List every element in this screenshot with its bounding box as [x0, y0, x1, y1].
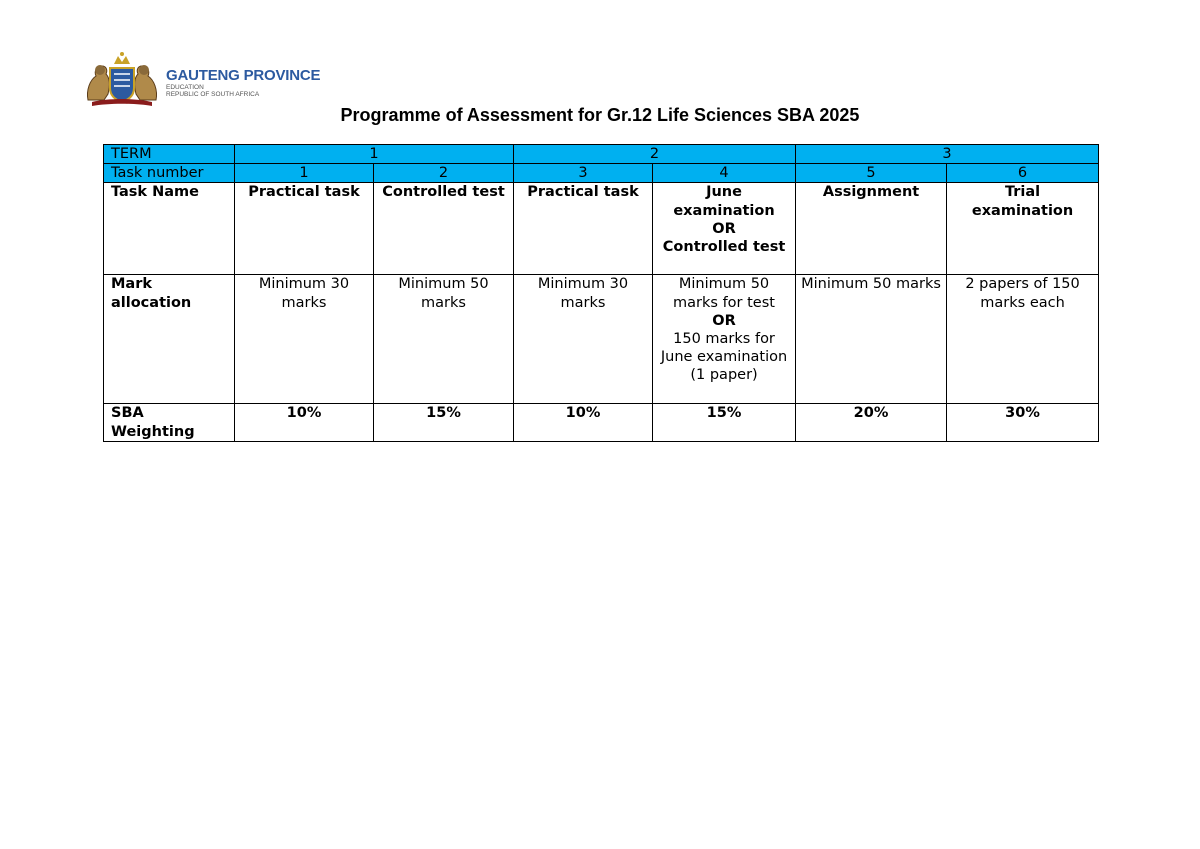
task-number-row	[104, 164, 1099, 183]
weight-cell: 10%	[514, 404, 653, 441]
task-name-alternative: Controlled test	[662, 239, 786, 256]
task-name-cell	[653, 183, 796, 275]
task-name-label: Task Name	[104, 183, 235, 275]
term-cell: 3	[796, 145, 1099, 164]
weight-cell: 15%	[653, 404, 796, 441]
logo-province-name: GAUTENG PROVINCE	[166, 67, 321, 84]
task-name-cell: Assignment	[796, 183, 947, 275]
coat-of-arms-icon	[82, 50, 162, 112]
task-number-cell: 4	[653, 164, 796, 183]
assessment-table	[103, 144, 1099, 442]
weight-cell: 20%	[796, 404, 947, 441]
mark-alternative: 150 marks for June examination (1 paper)	[660, 331, 788, 384]
mark-cell: Minimum 50 marks	[374, 275, 514, 404]
task-name-cell: Practical task	[235, 183, 374, 275]
task-number-cell: 5	[796, 164, 947, 183]
weight-cell: 15%	[374, 404, 514, 441]
mark-cell: Minimum 30 marks	[514, 275, 653, 404]
weight-cell: 30%	[947, 404, 1099, 441]
task-name-cell: Trial examination	[947, 183, 1099, 275]
gauteng-logo	[82, 50, 320, 112]
mark-cell: Minimum 30 marks	[235, 275, 374, 404]
logo-text	[166, 68, 320, 98]
logo-subtitle-2: REPUBLIC OF SOUTH AFRICA	[166, 91, 260, 98]
task-name-cell: Controlled test	[374, 183, 514, 275]
sba-weighting-label: SBA Weighting	[104, 404, 235, 441]
mark-primary: Minimum 50 marks for test	[673, 276, 775, 311]
term-cell: 2	[514, 145, 796, 164]
term-row	[104, 145, 1099, 164]
sba-weighting-row	[104, 404, 1099, 441]
task-number-cell: 6	[947, 164, 1099, 183]
task-name-row	[104, 183, 1099, 275]
mark-allocation-row	[104, 275, 1099, 404]
page-title: Programme of Assessment for Gr.12 Life Sciences SBA 2025	[340, 105, 860, 125]
mark-or: OR	[712, 312, 736, 329]
task-number-cell: 2	[374, 164, 514, 183]
task-name-or: OR	[712, 220, 736, 237]
task-name-primary: June examination	[673, 184, 775, 219]
logo-subtitle-1: EDUCATION	[166, 84, 204, 91]
weight-cell: 10%	[235, 404, 374, 441]
term-cell: 1	[235, 145, 514, 164]
task-name-cell: Practical task	[514, 183, 653, 275]
mark-cell	[653, 275, 796, 404]
mark-allocation-label: Mark allocation	[104, 275, 235, 404]
task-number-label: Task number	[104, 164, 235, 183]
task-number-cell: 1	[235, 164, 374, 183]
mark-cell: 2 papers of 150 marks each	[947, 275, 1099, 404]
task-number-cell: 3	[514, 164, 653, 183]
term-label: TERM	[104, 145, 235, 164]
mark-cell: Minimum 50 marks	[796, 275, 947, 404]
